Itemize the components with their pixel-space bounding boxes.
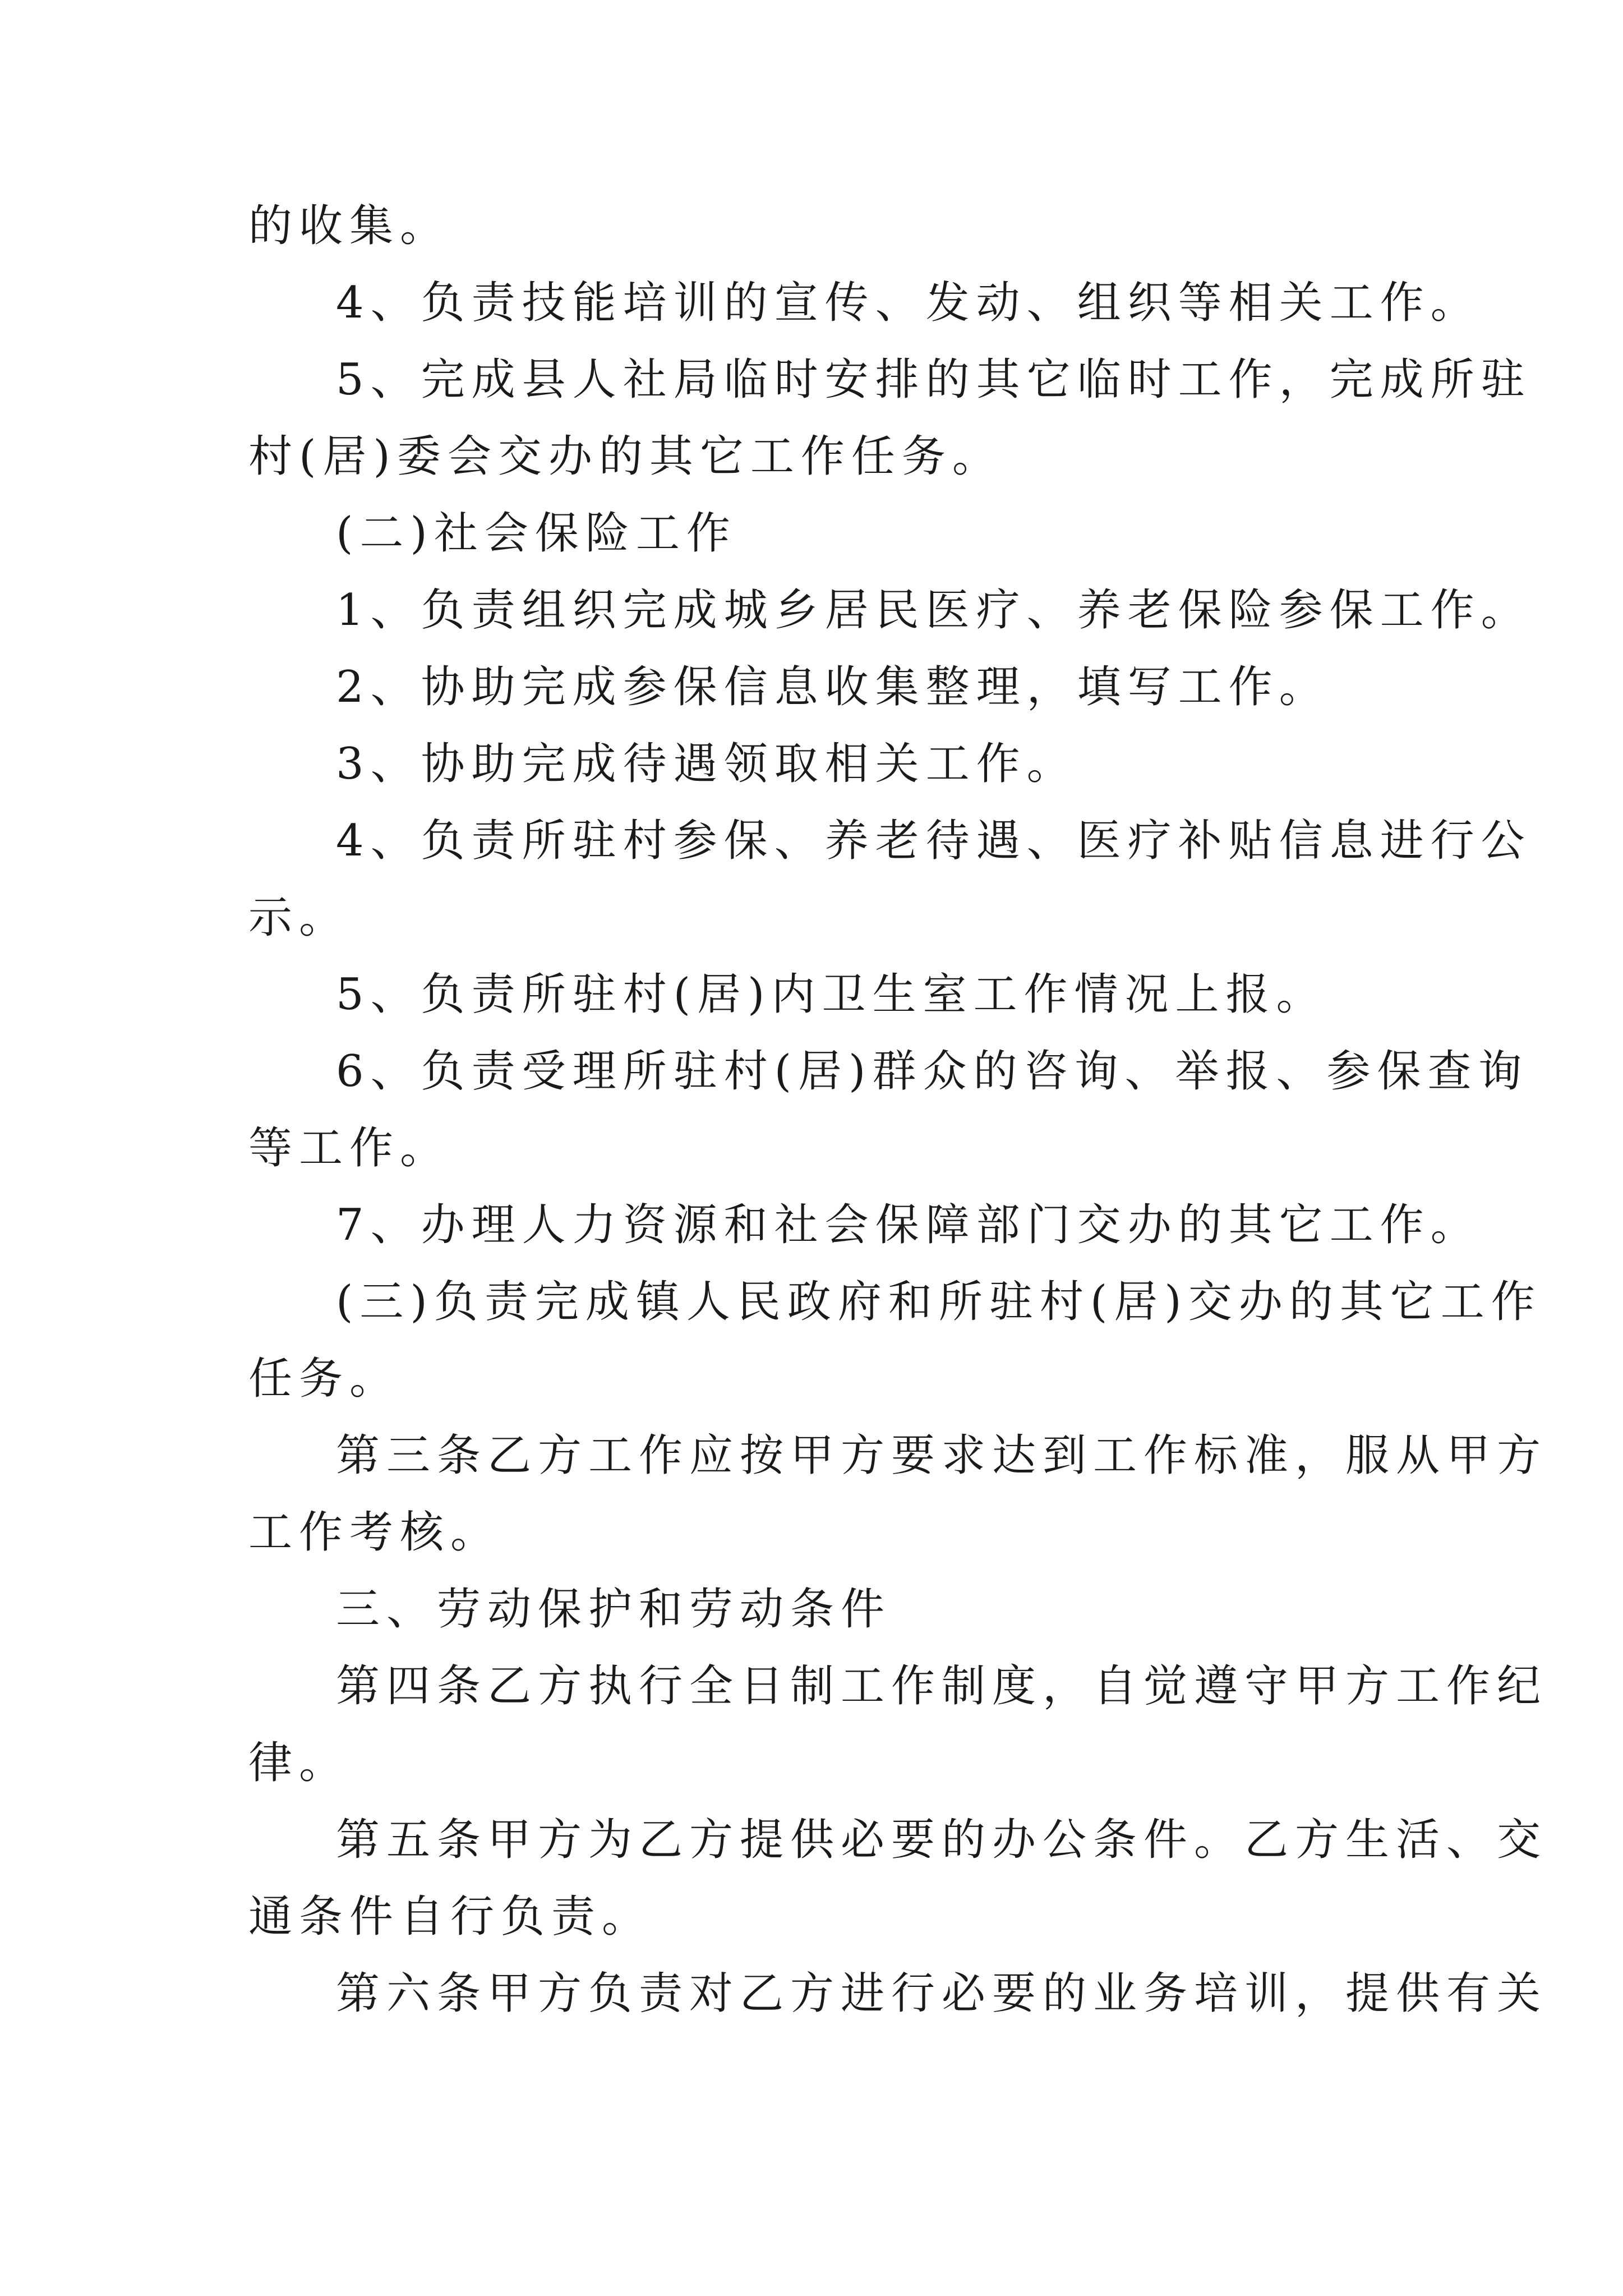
section-heading: (二)社会保险工作 bbox=[336, 508, 737, 559]
text-line: 3、协助完成待遇领取相关工作。 bbox=[336, 739, 1077, 789]
text-line: 1、负责组织完成城乡居民医疗、养老保险参保工作。 bbox=[336, 585, 1532, 636]
text-line: 通条件自行负责。 bbox=[248, 1892, 653, 1942]
text-line: 等工作。 bbox=[248, 1123, 451, 1174]
text-line: 的收集。 bbox=[248, 201, 451, 251]
text-line: 示。 bbox=[248, 892, 350, 943]
article-text: 第六条甲方负责对乙方进行必要的业务培训，提供有关 bbox=[336, 1968, 1548, 2019]
text-line: 律。 bbox=[248, 1738, 350, 1788]
article-text: 第三条乙方工作应按甲方要求达到工作标准，服从甲方 bbox=[336, 1430, 1548, 1481]
text-line: 4、负责技能培训的宣传、发动、组织等相关工作。 bbox=[336, 278, 1481, 328]
body-text bbox=[248, 188, 1548, 2032]
text-line: 6、负责受理所驻村(居)群众的咨询、举报、参保查询 bbox=[336, 1046, 1529, 1097]
text-line: 2、协助完成参保信息收集整理，填写工作。 bbox=[336, 662, 1330, 712]
text-line: 5、完成县人社局临时安排的其它临时工作，完成所驻 bbox=[336, 355, 1532, 405]
text-line: 5、负责所驻村(居)内卫生室工作情况上报。 bbox=[336, 969, 1327, 1020]
text-line: 工作考核。 bbox=[248, 1507, 501, 1558]
section-heading: (三)负责完成镇人民政府和所驻村(居)交办的其它工作 bbox=[336, 1277, 1542, 1327]
text-line: 任务。 bbox=[248, 1354, 400, 1404]
text-line: 7、办理人力资源和社会保障部门交办的其它工作。 bbox=[336, 1200, 1481, 1250]
text-line: 4、负责所驻村参保、养老待遇、医疗补贴信息进行公 bbox=[336, 816, 1532, 866]
article-text: 第五条甲方为乙方提供必要的办公条件。乙方生活、交 bbox=[336, 1815, 1548, 1865]
text-line: 村(居)委会交办的其它工作任务。 bbox=[248, 431, 1003, 482]
section-heading: 三、劳动保护和劳动条件 bbox=[336, 1584, 892, 1635]
article-text: 第四条乙方执行全日制工作制度，自觉遵守甲方工作纪 bbox=[336, 1661, 1548, 1711]
